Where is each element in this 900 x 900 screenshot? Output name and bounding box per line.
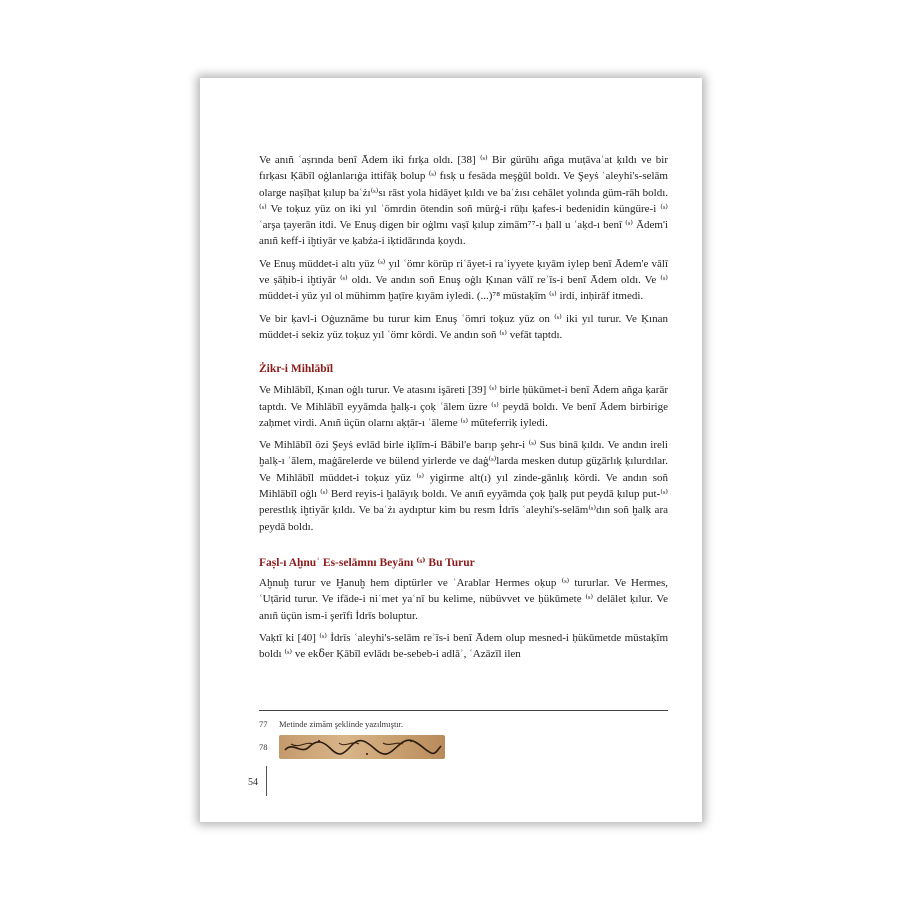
- section-heading-ahnu: Faṣl-ı Aḫnuʿ Es-selāmnı Beyānı ⁽ˢ⁾ Bu Turur: [259, 556, 475, 569]
- footnote-78: [259, 735, 668, 759]
- paragraph-intro-3: Ve bir ḳavl-i Oġuznāme bu turur kim Enuş ʿömri toḳuz yüz on ⁽ˢ⁾ iki yıl turur. Ve Ḳınan müddet-i sekiz yüz toḳuz yıl ʿömr kördi. Ve andın soñ ⁽ˢ⁾ vefāt taptdı.: [259, 312, 668, 341]
- paragraph-intro-1: Ve anıñ ʿaṣrında benī Ādem iki fırḳa oldı. [38] ⁽ˢ⁾ Bir gürūhı añga muṭāvaʿat ḳıldı ve bir fırḳası Ḳābīl oġlanlarıġa ittifāḳ bolup ⁽ˢ⁾ fısḳ u fesāda meşġūl boldı. Ve Şeyṡ ʿaleyhi's-selām olarge naṣīḥat ḳılup baʿżı⁽ˢ⁾sı rāst yola hidāyet ḳıldı ve baʿżısı cehālet yolında güm-rāh boldı. ⁽ˢ⁾ Ve toḳuz yüz on iki yıl ʿömrdin ötendin soñ mürġ-i rūḥı ḳafes-i bedenidin küngüre-i ⁽ˢ⁾ ʿarşa ṭayerān itdi. Ve Enuş digen bir oġlmı vaṣī ḳılup zimām⁷⁷-ı ḥall u ʿaḳd-ı benī ⁽ˢ⁾ Ādem'i anıñ keff-i iḫtiyār ve ḳabża-i iḳtidārında ḳoydı.: [259, 154, 668, 248]
- paragraph-intro-2: Ve Enuş müddet-i altı yüz ⁽ˢ⁾ yıl ʿömr körüp riʿāyet-i raʿiyyete ḳıyām iylep benī Ādem'e vālī ve ṣāḥib-i iḫtiyār ⁽ˢ⁾ oldı. Ve andın soñ Enuş oġlı Ḳınan vālī reʾīs-i benī Ādem oldı. Ve ⁽ˢ⁾ müddet-i yüz yıl ol mühimm ḫaṭīre ḳıyām iyledi. (...)⁷⁸ müstaḳīm ⁽ˢ⁾ irdi, inḥirāf itmedi.: [259, 257, 668, 303]
- book-page: [200, 78, 702, 822]
- page-number-rule: [266, 766, 267, 796]
- footnote-77: [259, 719, 668, 729]
- paragraph-mihlabil-2: Ve Mihlābīl özi Şeyṡ evlād birle iḳlīm-i Bābil'e barıp şehr-i ⁽ˢ⁾ Sus binā ḳıldı. Ve andın ireli ḫalḳ-ı ʿālem, maġārelerde ve bülend yirlerde ve daġ⁽ˢ⁾larda mesken dutup güẕārlıḳ ḳılurdılar. Ve Mihlābīl müddet-i toḳuz yüz ⁽ˢ⁾ yigirme alt(ı) yıl zinde-gānlıḳ kördi. Ve andın soñ Mihlābīl oġlı ⁽ˢ⁾ Berd reyis-i ḫalāyıḳ boldı. Ve anıñ eyyāmda çoḳ ḫalḳ put peydā ḳılup put-⁽ˢ⁾perestlıḳ iḫtiyār ḳıldı. Ve baʿżı aydıptur kim bu resm İdrīs ʿaleyhi's-selām⁽ˢ⁾dın soñ ḫalḳ ara peydā boldı.: [259, 439, 668, 533]
- page-number: 54: [248, 777, 258, 788]
- manuscript-excerpt-image: [279, 735, 445, 759]
- footnote-number: 78: [259, 742, 268, 752]
- section-heading-mihlabil: Żikr-i Mihlābīl: [259, 363, 334, 376]
- page-body: [259, 152, 668, 668]
- footnotes: [259, 710, 668, 759]
- paragraph-ahnu-2: Vaḳtī ki [40] ⁽ˢ⁾ İdrīs ʿaleyhi's-selām reʾīs-i benī Ādem olup mesned-i ḥükūmetde müstaḳīm boldı ⁽ˢ⁾ ve ekẟer Ḳābīl evlādı be-sebeb-i adlāʾ, ʿAzāzīl ilen: [259, 631, 668, 661]
- footnote-text: Metinde zimām şeklinde yazılmıştır.: [279, 719, 404, 729]
- paragraph-mihlabil-1: Ve Mihlābīl, Ḳınan oġlı turur. Ve atasını işāreti [39] ⁽ˢ⁾ birle ḥükūmet-i benī Ādem añga ḳarār taptdı. Ve Mihlābīl eyyāmda ḫalḳ-ı çoḳ ʿālem üzre ⁽ˢ⁾ peydā boldı. Ve benī Ādem birbirige zaḥmet virdi. Anıñ üçün olarnı aḳṭār-ı ʿāleme ⁽ˢ⁾ müteferriḳ iyledi.: [259, 384, 668, 429]
- footnote-number: 77: [259, 719, 268, 729]
- paragraph-ahnu-1: Aḫnuḫ turur ve Ḫanuḫ hem diptürler ve ʿArablar Hermes oḳup ⁽ˢ⁾ tururlar. Ve Hermes, ʿUṭārid turur. Ve ifāde-i niʿmet yaʿnī bu kelime, nübüvvet ve ḥükūmete ⁽ˢ⁾ delālet ḳılur. Ve anıñ üçün ism-i şerīfi İdrīs boluptur.: [259, 576, 668, 622]
